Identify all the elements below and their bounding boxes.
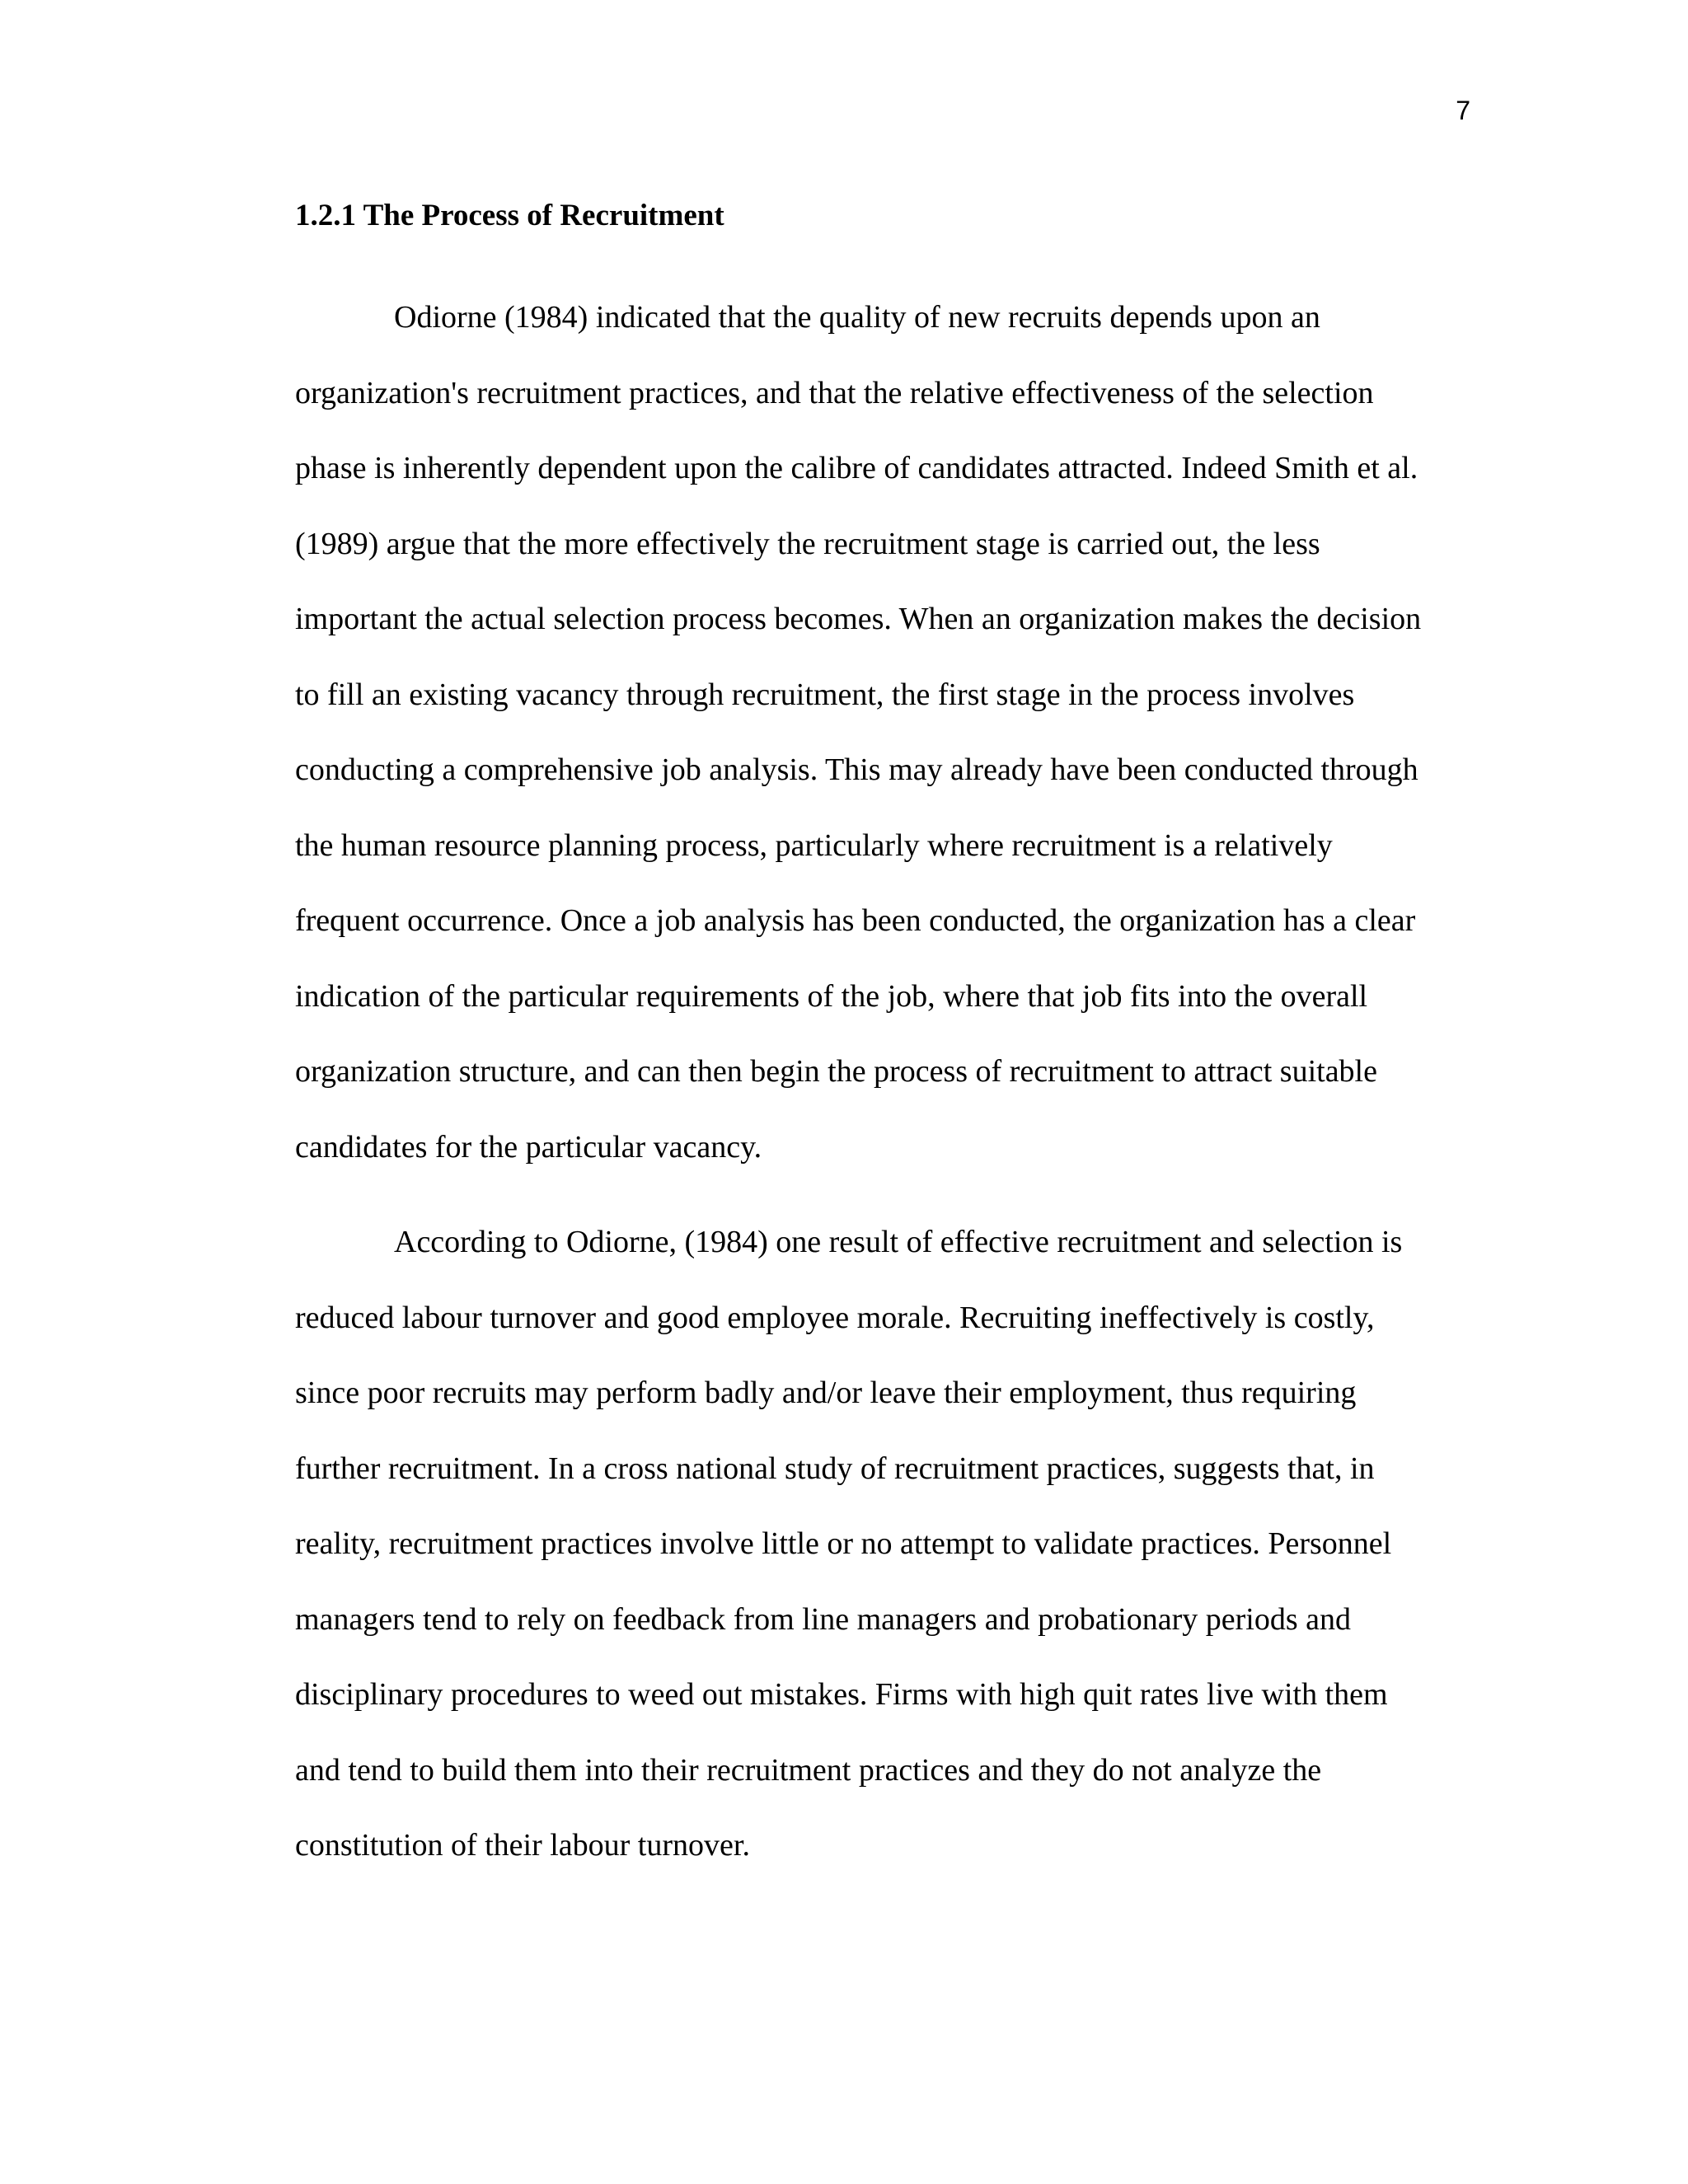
paragraph-line: further recruitment. In a cross national study of recruitment practices, suggests that, in (295, 1451, 1375, 1486)
paragraph-line: important the actual selection process becomes. When an organization makes the decision (295, 602, 1422, 636)
paragraph-line: disciplinary procedures to weed out mistakes. Firms with high quit rates live with them (295, 1677, 1388, 1712)
paragraph-line: organization's recruitment practices, and that the relative effectiveness of the selection (295, 375, 1374, 410)
paragraph-line: to fill an existing vacancy through recruitment, the first stage in the process involves (295, 677, 1355, 712)
section-heading: 1.2.1 The Process of Recruitment (295, 199, 724, 232)
paragraph-line: organization structure, and can then begin the process of recruitment to attract suitable (295, 1054, 1377, 1089)
paragraph-line: indication of the particular requirements of the job, where that job fits into the overall (295, 978, 1368, 1014)
paragraph-line: and tend to build them into their recruitment practices and they do not analyze the (295, 1752, 1322, 1788)
paragraph-line: phase is inherently dependent upon the calibre of candidates attracted. Indeed Smith et al. (295, 451, 1418, 485)
paragraph-line: reduced labour turnover and good employee morale. Recruiting ineffectively is costly, (295, 1300, 1375, 1335)
paragraph-line: conducting a comprehensive job analysis. This may already have been conducted through (295, 752, 1418, 787)
paragraph-line: managers tend to rely on feedback from line managers and probationary periods and (295, 1601, 1351, 1637)
paragraph-2 (295, 1205, 1474, 1884)
paragraph-1 (295, 280, 1474, 1185)
paragraph-line: (1989) argue that the more effectively the recruitment stage is carried out, the less (295, 526, 1320, 561)
page-number: 7 (1456, 96, 1470, 125)
paragraph-line: reality, recruitment practices involve little or no attempt to validate practices. Personnel (295, 1526, 1392, 1561)
paragraph-line: frequent occurrence. Once a job analysis has been conducted, the organization has a clear (295, 903, 1416, 938)
paragraph-line: Odiorne (1984) indicated that the quality of new recruits depends upon an (394, 300, 1320, 335)
paragraph-line: According to Odiorne, (1984) one result of effective recruitment and selection is (394, 1225, 1403, 1259)
paragraph-line: constitution of their labour turnover. (295, 1828, 750, 1863)
paragraph-line: since poor recruits may perform badly and/or leave their employment, thus requiring (295, 1376, 1357, 1410)
paragraph-line: candidates for the particular vacancy. (295, 1129, 762, 1165)
paragraph-line: the human resource planning process, particularly where recruitment is a relatively (295, 827, 1333, 863)
